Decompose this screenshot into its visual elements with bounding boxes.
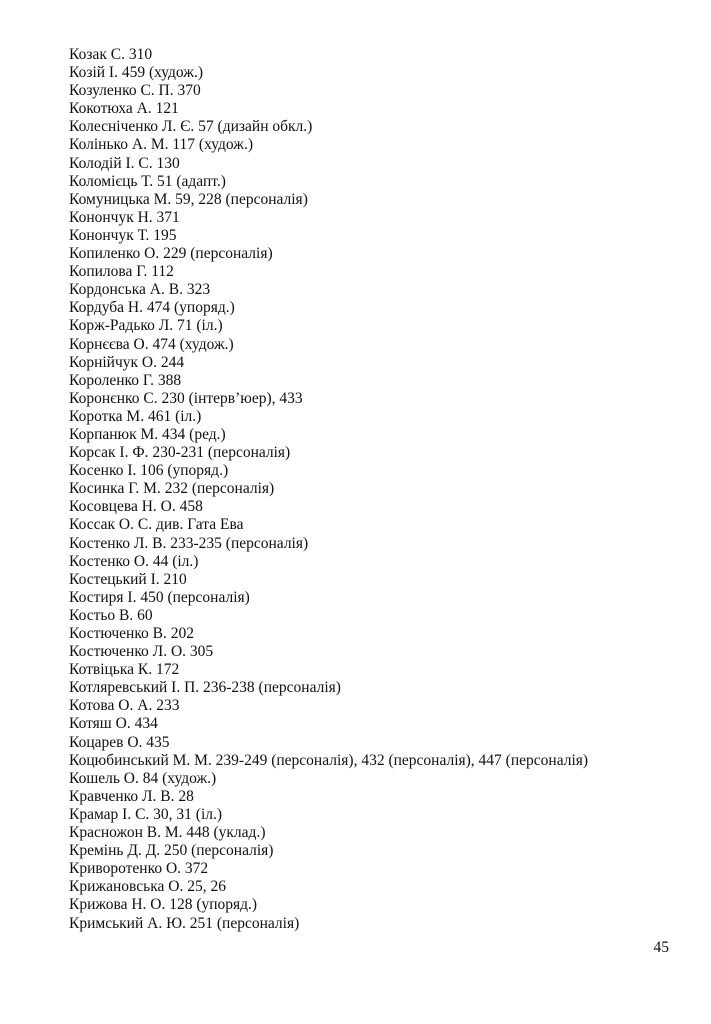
index-entry: Криворотенко О. 372 <box>69 860 209 878</box>
index-entry: Кремінь Д. Д. 250 (персоналія) <box>69 842 274 860</box>
index-entry: Котова О. А. 233 <box>69 697 180 715</box>
index-entry: Кримський А. Ю. 251 (персоналія) <box>69 914 300 932</box>
index-entry: Колодій І. С. 130 <box>69 154 180 172</box>
index-entry: Корнійчук О. 244 <box>69 353 185 371</box>
index-entry: Красножон В. М. 448 (уклад.) <box>69 824 266 842</box>
index-entry: Козуленко С. П. 370 <box>69 82 201 100</box>
index-entry: Коцарев О. 435 <box>69 733 170 751</box>
index-entry: Кравченко Л. В. 28 <box>69 787 194 805</box>
index-entry: Коцюбинський М. М. 239-249 (персоналія), 432 (персоналія), 447 (персоналія) <box>69 751 589 769</box>
index-entry: Косовцева Н. О. 458 <box>69 498 203 516</box>
index-entry: Корж-Радько Л. 71 (іл.) <box>69 317 223 335</box>
index-entry: Костецький І. 210 <box>69 570 187 588</box>
index-entry: Козій І. 459 (худож.) <box>69 64 204 82</box>
index-entry: Котляревський І. П. 236-238 (персоналія) <box>69 679 341 697</box>
index-entry: Комуницька М. 59, 228 (персоналія) <box>69 190 308 208</box>
index-entry: Коронєнко С. 230 (інтерв’юер), 433 <box>69 389 303 407</box>
index-entry: Костенко О. 44 (іл.) <box>69 552 199 570</box>
index-entry: Колінько А. М. 117 (худож.) <box>69 136 254 154</box>
index-entry: Копилова Г. 112 <box>69 263 174 281</box>
index-entry: Колесніченко Л. Є. 57 (дизайн обкл.) <box>69 118 313 136</box>
index-entry: Кокотюха А. 121 <box>69 100 179 118</box>
index-entry: Косенко І. 106 (упоряд.) <box>69 462 229 480</box>
index-entry: Козак С. 310 <box>69 46 153 63</box>
index-entry: Крамар І. С. 30, 31 (іл.) <box>69 805 223 823</box>
index-entry: Крижова Н. О. 128 (упоряд.) <box>69 896 258 914</box>
index-entry: Костенко Л. В. 233-235 (персоналія) <box>69 534 309 552</box>
index-entry: Конончук Т. 195 <box>69 226 177 244</box>
index-entry: Коломієць Т. 51 (адапт.) <box>69 172 226 190</box>
index-entry: Коротка М. 461 (іл.) <box>69 407 202 425</box>
index-entry: Костюченко Л. О. 305 <box>69 643 214 661</box>
index-entry: Котвіцька К. 172 <box>69 661 180 679</box>
index-entry: Корпанюк М. 434 (ред.) <box>69 425 226 443</box>
index-entry: Косинка Г. М. 232 (персоналія) <box>69 480 275 498</box>
index-entry: Конончук Н. 371 <box>69 208 180 226</box>
index-entry: Кордуба Н. 474 (упоряд.) <box>69 299 235 317</box>
index-entry: Коссак О. С. див. Гата Ева <box>69 516 244 534</box>
name-index-list <box>69 46 689 933</box>
index-entry: Костьо В. 60 <box>69 606 153 624</box>
page-number: 45 <box>653 939 669 956</box>
index-entry: Крижановська О. 25, 26 <box>69 878 226 896</box>
index-entry: Корнєєва О. 474 (худож.) <box>69 335 234 353</box>
index-entry: Копиленко О. 229 (персоналія) <box>69 245 273 263</box>
index-entry: Короленко Г. 388 <box>69 371 182 389</box>
index-entry: Костюченко В. 202 <box>69 625 195 642</box>
index-entry: Костиря І. 450 (персоналія) <box>69 588 250 606</box>
index-entry: Кордонська А. В. 323 <box>69 281 211 299</box>
index-entry: Котяш О. 434 <box>69 715 158 733</box>
index-entry: Кошель О. 84 (худож.) <box>69 769 217 787</box>
index-entry: Корсак І. Ф. 230-231 (персоналія) <box>69 444 291 462</box>
